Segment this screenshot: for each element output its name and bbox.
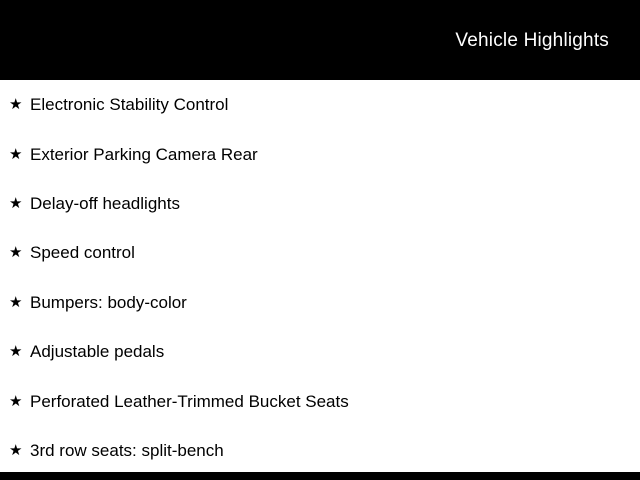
list-item-label: Electronic Stability Control xyxy=(30,95,229,115)
footer-strip xyxy=(0,472,640,480)
star-icon: ★ xyxy=(9,343,23,361)
list-item xyxy=(0,228,640,277)
list-item-label: Perforated Leather-Trimmed Bucket Seats xyxy=(30,391,349,411)
list-item xyxy=(0,278,640,327)
list-item xyxy=(0,376,640,425)
list-item xyxy=(0,80,640,129)
star-icon: ★ xyxy=(9,194,23,212)
star-icon: ★ xyxy=(9,441,23,459)
list-item-label: Speed control xyxy=(30,243,135,263)
list-item xyxy=(0,179,640,228)
list-item xyxy=(0,129,640,178)
star-icon: ★ xyxy=(9,244,23,262)
list-item-label: Adjustable pedals xyxy=(30,342,165,362)
list-item-label: Exterior Parking Camera Rear xyxy=(30,144,258,164)
header-bar xyxy=(0,0,640,80)
vehicle-highlights-list xyxy=(0,80,640,475)
list-item xyxy=(0,426,640,475)
list-item xyxy=(0,327,640,376)
star-icon: ★ xyxy=(9,96,23,114)
list-item-label: Delay-off headlights xyxy=(30,193,180,213)
star-icon: ★ xyxy=(9,392,23,410)
list-item-label: Bumpers: body-color xyxy=(30,292,187,312)
list-item-label: 3rd row seats: split-bench xyxy=(30,440,224,460)
page-title: Vehicle Highlights xyxy=(455,29,609,51)
star-icon: ★ xyxy=(9,293,23,311)
star-icon: ★ xyxy=(9,145,23,163)
